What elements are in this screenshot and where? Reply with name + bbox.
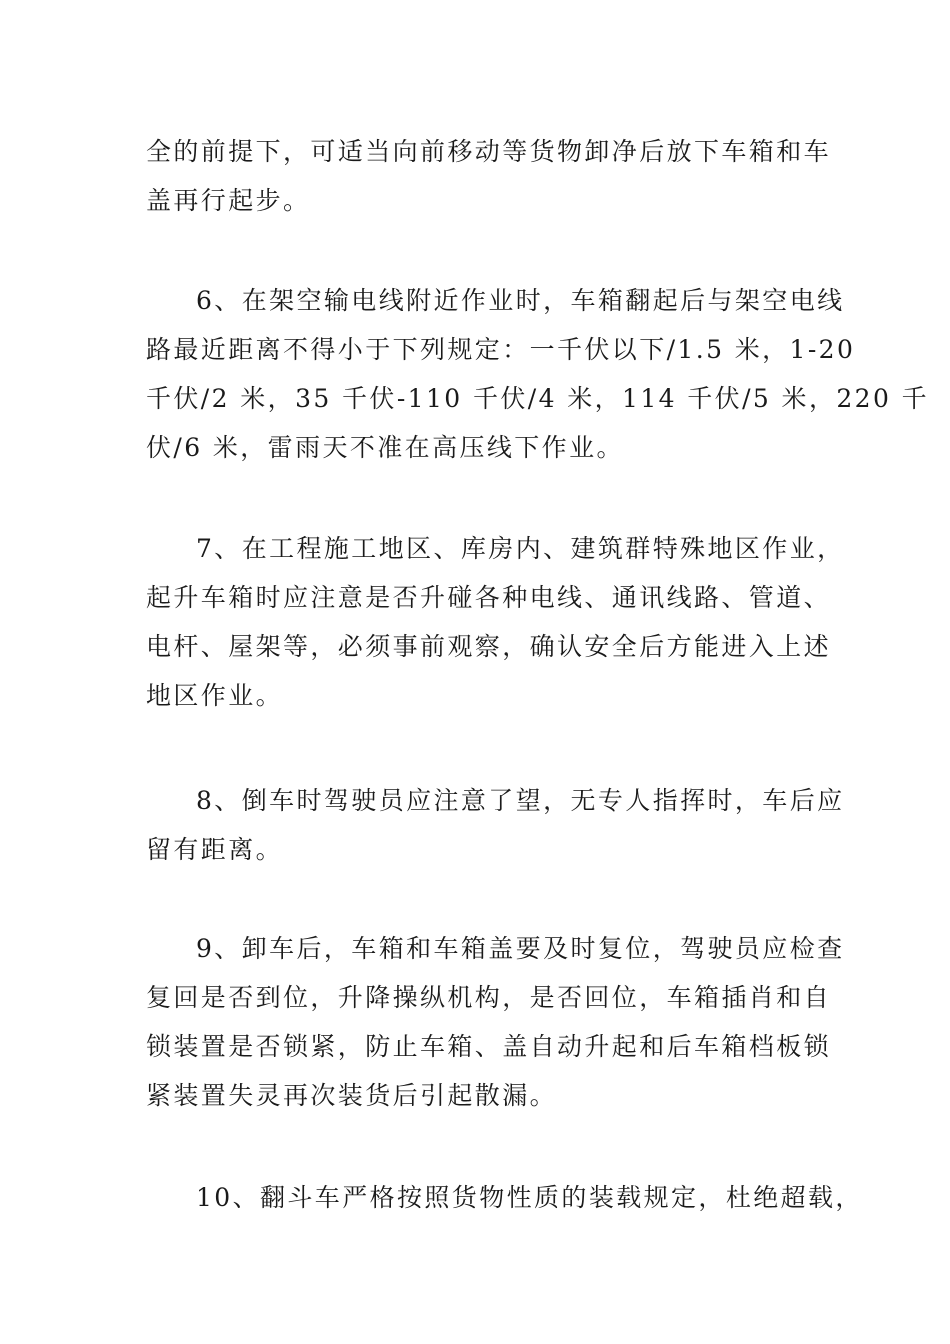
text-line: 10、翻斗车严格按照货物性质的装载规定，杜绝超载， (196, 1183, 863, 1212)
paragraph-7 (146, 524, 845, 720)
text-line: 电杆、屋架等，必须事前观察，确认安全后方能进入上述 (146, 632, 832, 661)
paragraph-6 (146, 276, 930, 472)
paragraph-10 (146, 1173, 863, 1222)
text-line: 全的前提下，可适当向前移动等货物卸净后放下车箱和车 (146, 137, 832, 166)
text-line: 留有距离。 (146, 835, 284, 864)
text-line: 千伏/2 米，35 千伏-110 千伏/4 米，114 千伏/5 米，220 千 (146, 384, 930, 413)
text-line: 8、倒车时驾驶员应注意了望，无专人指挥时，车后应 (196, 786, 845, 815)
text-line: 7、在工程施工地区、库房内、建筑群特殊地区作业， (196, 534, 845, 563)
text-line: 伏/6 米，雷雨天不准在高压线下作业。 (146, 433, 624, 462)
paragraph-8 (146, 776, 845, 874)
text-line: 路最近距离不得小于下列规定：一千伏以下/1.5 米，1-20 (146, 335, 856, 364)
paragraph-9 (146, 924, 845, 1120)
text-line: 6、在架空输电线附近作业时，车箱翻起后与架空电线 (196, 286, 845, 315)
text-line: 地区作业。 (146, 681, 284, 710)
paragraph-5-continued (146, 127, 832, 225)
text-line: 起升车箱时应注意是否升碰各种电线、通讯线路、管道、 (146, 583, 832, 612)
text-line: 9、卸车后，车箱和车箱盖要及时复位，驾驶员应检查 (196, 934, 845, 963)
text-line: 锁装置是否锁紧，防止车箱、盖自动升起和后车箱档板锁 (146, 1032, 832, 1061)
text-line: 盖再行起步。 (146, 186, 311, 215)
text-line: 复回是否到位，升降操纵机构，是否回位，车箱插肖和自 (146, 983, 832, 1012)
text-line: 紧装置失灵再次装货后引起散漏。 (146, 1081, 558, 1110)
